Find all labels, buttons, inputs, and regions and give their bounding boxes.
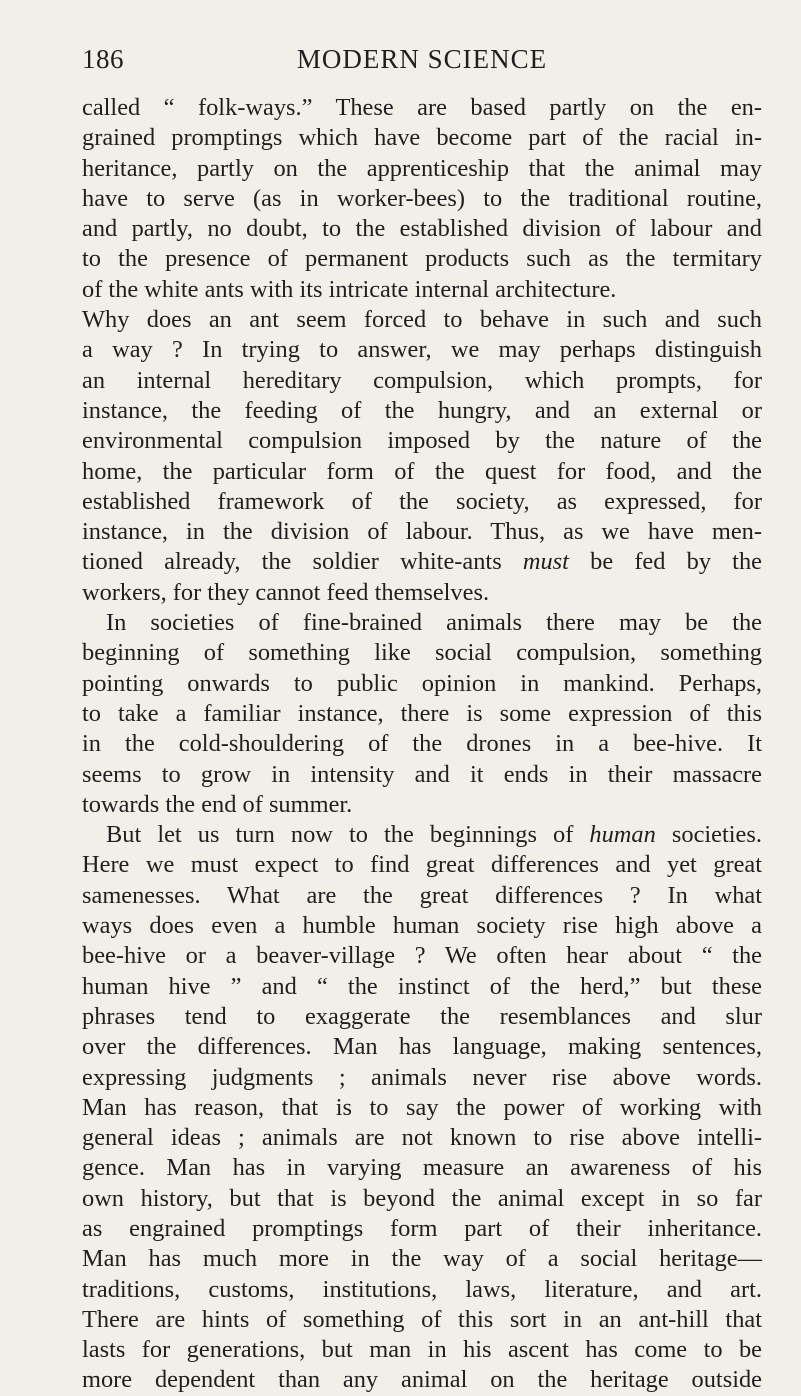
emphasis-must: must <box>522 548 569 576</box>
text-line: to the presence of permanent products such as the termitary <box>82 245 762 273</box>
text-line: a way ? In trying to answer, we may perhaps distinguish <box>82 336 762 364</box>
text-segment: tioned already, the soldier white-ants <box>82 548 502 576</box>
text-line: of the white ants with its intricate internal architecture. <box>82 275 617 303</box>
text-line: There are hints of something of this sort in an ant-hill that <box>82 1305 762 1333</box>
text-line: instance, the feeding of the hungry, and an external or <box>82 396 762 424</box>
text-line: own history, but that is beyond the animal except in so far <box>82 1184 762 1212</box>
text-line: Why does an ant seem forced to behave in such and such <box>82 306 762 334</box>
text-line: samenesses. What are the great differences ? In what <box>82 881 762 909</box>
text-line: human hive ” and “ the instinct of the herd,” but these <box>82 972 762 1000</box>
body-text <box>82 93 762 1396</box>
text-line: instance, in the division of labour. Thus, as we have men- <box>82 518 762 546</box>
text-line: to take a familiar instance, there is some expression of this <box>82 699 762 727</box>
text-line: seems to grow in intensity and it ends in their massacre <box>82 760 762 788</box>
text-line: gence. Man has in varying measure an awareness of his <box>82 1154 762 1182</box>
text-line: lasts for generations, but man in his ascent has come to be <box>82 1336 762 1364</box>
text-line: more dependent than any animal on the heritage outside <box>82 1366 762 1394</box>
text-segment: But let us turn now to the beginnings of <box>106 821 574 849</box>
text-line: established framework of the society, as expressed, for <box>82 487 762 515</box>
text-line: and partly, no doubt, to the established division of labour and <box>82 215 762 243</box>
text-line-with-emphasis <box>82 547 762 577</box>
text-line: home, the particular form of the quest for food, and the <box>82 457 762 485</box>
text-line: Man has reason, that is to say the power of working with <box>82 1093 762 1121</box>
emphasis-human: human <box>589 821 656 849</box>
text-line-paragraph-start: In societies of fine-brained animals there may be the <box>106 609 762 637</box>
text-line: pointing onwards to public opinion in mankind. Perhaps, <box>82 669 762 697</box>
text-line: Here we must expect to find great differences and yet great <box>82 851 762 879</box>
running-title: MODERN SCIENCE <box>296 44 548 74</box>
text-line: towards the end of summer. <box>82 790 353 818</box>
text-line: as engrained promptings form part of their inheritance. <box>82 1214 762 1242</box>
text-line: have to serve (as in worker-bees) to the traditional routine, <box>82 184 762 212</box>
running-head <box>82 44 762 84</box>
text-line: heritance, partly on the apprenticeship that the animal may <box>82 154 762 182</box>
text-line: called “ folk-ways.” These are based partly on the en- <box>82 94 762 121</box>
text-line: general ideas ; animals are not known to rise above intelli- <box>82 1124 762 1152</box>
text-line: in the cold-shouldering of the drones in a bee-hive. It <box>82 730 762 758</box>
text-line: bee-hive or a beaver-village ? We often hear about “ the <box>82 942 762 970</box>
text-line: traditions, customs, institutions, laws, literature, and art. <box>82 1275 762 1303</box>
text-line: workers, for they cannot feed themselves. <box>82 578 490 606</box>
text-line-with-emphasis <box>82 820 762 850</box>
text-line: expressing judgments ; animals never rise above words. <box>82 1063 762 1091</box>
text-line: ways does even a humble human society rise high above a <box>82 912 762 940</box>
text-segment: be fed by the <box>590 548 762 576</box>
text-line: over the differences. Man has language, making sentences, <box>82 1033 762 1061</box>
text-line: beginning of something like social compulsion, something <box>82 639 762 667</box>
text-line: environmental compulsion imposed by the nature of the <box>82 427 762 455</box>
text-line: grained promptings which have become part of the racial in- <box>82 124 762 152</box>
text-line: Man has much more in the way of a social heritage— <box>82 1245 762 1273</box>
page-number: 186 <box>82 44 124 74</box>
text-line: an internal hereditary compulsion, which prompts, for <box>82 366 762 394</box>
text-segment: societies. <box>671 821 762 849</box>
text-line: phrases tend to exaggerate the resemblances and slur <box>82 1002 762 1030</box>
